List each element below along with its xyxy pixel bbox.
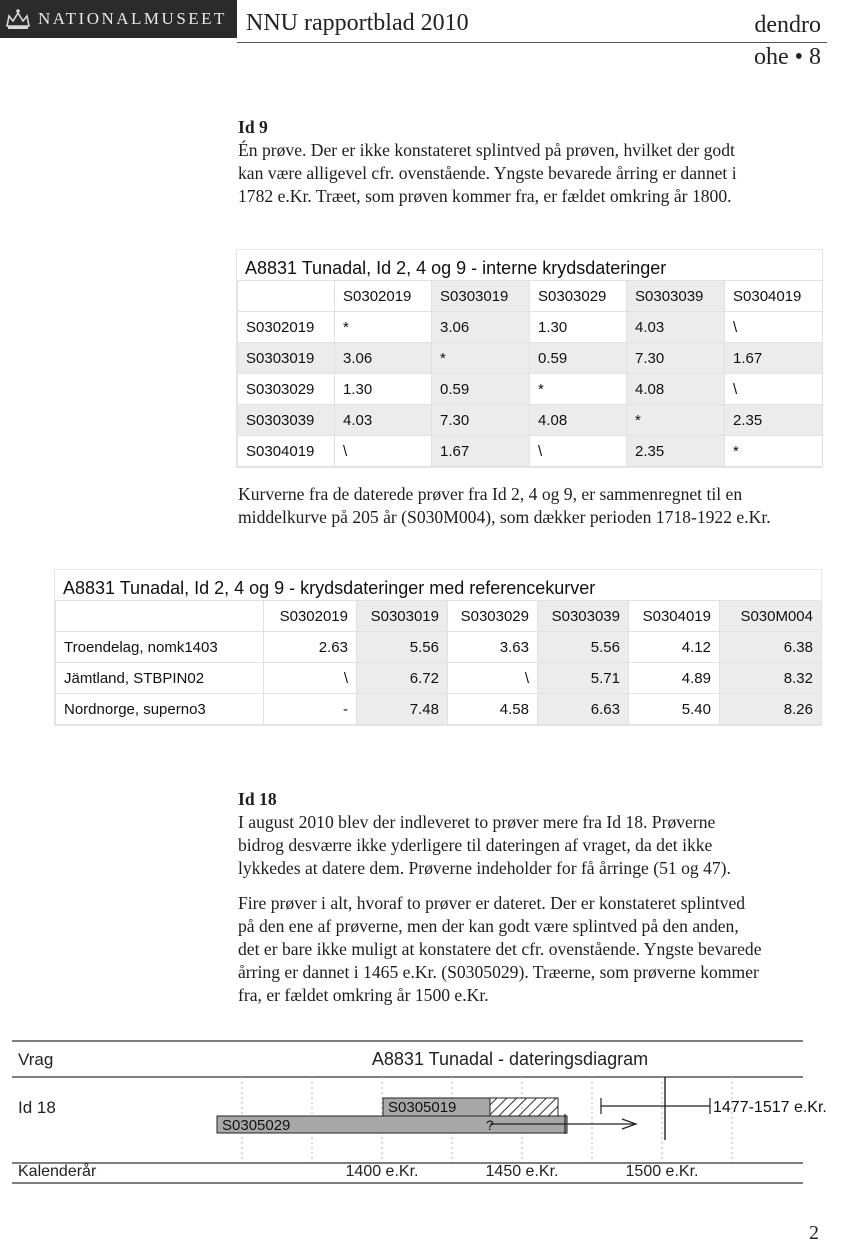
table-cell: 8.26 [720,694,822,725]
header-rule [237,42,827,43]
table-header-cell: S0302019 [264,601,357,632]
table-cell: 4.08 [627,374,725,405]
text-line: på den ene af prøverne, men der kan godt være splintved på den anden, [238,916,739,936]
crown-icon [4,7,32,31]
report-title: NNU rapportblad 2010 [246,10,469,36]
table-cell: 1.67 [432,436,530,467]
page-number: 2 [809,1222,819,1244]
tick-label: 1450 e.Kr. [485,1163,559,1180]
table-row [56,663,822,694]
table-cell: 6.63 [538,694,629,725]
id9-section [238,116,828,208]
paragraph-gap [238,880,828,892]
table-cell: 7.30 [432,405,530,436]
table-row [238,405,823,436]
table-cell: \ [264,663,357,694]
row-label: S0303039 [238,405,335,436]
table-cell: 0.59 [432,374,530,405]
table-cell: 3.06 [432,312,530,343]
table-cell: 7.48 [357,694,448,725]
table-cell: 2.35 [725,405,823,436]
table-cell: 4.03 [335,405,432,436]
bar-label: S0305029 [222,1117,291,1134]
diagram-row-label: Id 18 [18,1098,56,1117]
table-header-cell: S0304019 [629,601,720,632]
tick-label: 1400 e.Kr. [345,1163,419,1180]
header-section: dendro [754,12,821,38]
text-line: Kurverne fra de daterede prøver fra Id 2, 4 og 9, er sammenregnet til en [238,484,743,504]
table-header-cell: S0303039 [538,601,629,632]
row-label: S0302019 [238,312,335,343]
table-header-cell: S030M004 [720,601,822,632]
table-row [238,343,823,374]
table-cell: 5.56 [357,632,448,663]
table-row [238,436,823,467]
table-cell: 5.40 [629,694,720,725]
text-line: I august 2010 blev der indleveret to prøver mere fra Id 18. Prøverne [238,812,716,832]
table-cell: 5.56 [538,632,629,663]
nationalmuseet-logo [0,0,237,38]
id9-line: 1782 e.Kr. Træet, som prøven kommer fra, er fældet omkring år 1800. [238,186,732,206]
table-cell: 1.30 [335,374,432,405]
bar-label: S0305019 [388,1099,457,1116]
row-label: S0303019 [238,343,335,374]
id9-line: Én prøve. Der er ikke konstateret splintved på prøven, hvilket der godt [238,140,735,160]
table2-title: A8831 Tunadal, Id 2, 4 og 9 - krydsdateringer med referencekurver [63,578,596,598]
table-cell: - [264,694,357,725]
table-header-cell: S0303029 [530,281,627,312]
table-cell: 4.12 [629,632,720,663]
table-header-cell: S0303019 [357,601,448,632]
table-cell: \ [725,374,823,405]
table-header-row [238,281,823,312]
table-cell: * [725,436,823,467]
dating-diagram [0,1030,853,1195]
text-line: bidrog desværre ikke yderligere til dateringen af vraget, da det ikke [238,835,713,855]
sample-bar-s0305019 [383,1098,558,1116]
row-label: Troendelag, nomk1403 [56,632,264,663]
sapwood-bar [490,1098,558,1116]
mean-curve-paragraph [238,483,828,529]
text-line: fra, er fældet omkring år 1500 e.Kr. [238,985,489,1005]
table-cell: 2.63 [264,632,357,663]
id9-line: kan være alligevel cfr. ovenstående. Yngste bevarede årring er dannet i [238,163,737,183]
table-cell: * [530,374,627,405]
id9-heading: Id 9 [238,117,268,137]
row-label: Jämtland, STBPIN02 [56,663,264,694]
tick-label: 1500 e.Kr. [625,1163,699,1180]
table-header-cell: S0302019 [335,281,432,312]
table-cell: 4.89 [629,663,720,694]
table-header-cell: S0303029 [448,601,538,632]
felling-range-bracket [601,1077,710,1140]
diagram-title: A8831 Tunadal - dateringsdiagram [371,1049,649,1069]
table-cell: * [432,343,530,374]
table-header-cell [238,281,335,312]
table-cell: 8.32 [720,663,822,694]
diagram-header-label: Vrag [18,1050,54,1069]
reference-crossdating-table [54,569,822,726]
text-line: middelkurve på 205 år (S030M004), som dækker perioden 1718-1922 e.Kr. [238,507,771,527]
id18-section [238,788,828,1007]
sample-bar-s0305029 [217,1116,567,1134]
unknown-end-marker: ? [486,1117,494,1133]
table-cell: 3.06 [335,343,432,374]
table-cell: 4.58 [448,694,538,725]
table1-grid [237,280,823,467]
table-row [238,312,823,343]
text-line: det er bare ikke muligt at konstatere det cfr. ovenstående. Yngste bevarede [238,939,762,959]
table2-grid [55,600,822,725]
table-header-row [56,601,822,632]
row-label: S0303029 [238,374,335,405]
table-cell: 2.35 [627,436,725,467]
id18-heading: Id 18 [238,789,277,809]
table-row [56,694,822,725]
table-cell: \ [725,312,823,343]
table-cell: 4.08 [530,405,627,436]
table-cell: 6.72 [357,663,448,694]
table-cell: 3.63 [448,632,538,663]
table-cell: 7.30 [627,343,725,374]
table-cell: 4.03 [627,312,725,343]
table-row [238,374,823,405]
table-cell: 1.67 [725,343,823,374]
felling-range-label: 1477-1517 e.Kr. [713,1099,827,1116]
table-cell: 1.30 [530,312,627,343]
table1-title: A8831 Tunadal, Id 2, 4 og 9 - interne krydsdateringer [245,258,667,278]
table-cell: 6.38 [720,632,822,663]
table-header-cell: S0304019 [725,281,823,312]
logo-text: NATIONALMUSEET [38,9,227,28]
row-label: S0304019 [238,436,335,467]
table-cell: \ [335,436,432,467]
table-cell: * [627,405,725,436]
axis-label: Kalenderår [18,1163,97,1180]
table-header-cell: S0303019 [432,281,530,312]
row-label: Nordnorge, superno3 [56,694,264,725]
internal-crossdating-table [236,249,823,468]
table-cell: 5.71 [538,663,629,694]
table-header-cell: S0303039 [627,281,725,312]
table-cell: * [335,312,432,343]
table-row [56,632,822,663]
text-line: årring er dannet i 1465 e.Kr. (S0305029). Træerne, som prøverne kommer [238,962,759,982]
table-cell: \ [448,663,538,694]
table-header-cell [56,601,264,632]
text-line: Fire prøver i alt, hvoraf to prøver er dateret. Der er konstateret splintved [238,893,746,913]
table-cell: \ [530,436,627,467]
header-subsection: ohe • 8 [753,44,821,70]
table-cell: 0.59 [530,343,627,374]
text-line: lykkedes at datere dem. Prøverne indeholder for få årringe (51 og 47). [238,858,731,878]
